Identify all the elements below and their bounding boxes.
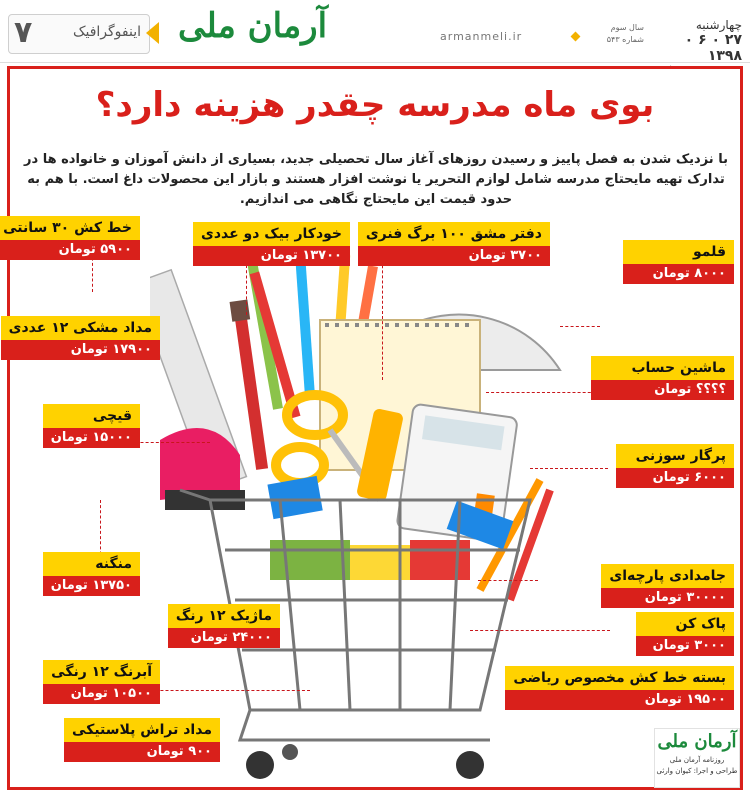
item-name: پاک کن [636,612,734,636]
item-pencil [1,316,160,360]
item-notebook [358,222,550,266]
connector-line [246,265,247,315]
item-watercolor [43,660,160,704]
issue-year: سال سوم [610,23,644,32]
arrow-icon [146,22,159,44]
connector-line [382,250,383,380]
item-name: منگنه [43,552,140,576]
item-name: مداد مشکی ۱۲ عددی [1,316,160,340]
connector-line [470,630,610,631]
footer-line-2: طراحی و اجرا: کیوان وارثی [656,767,738,775]
connector-line [486,392,606,393]
issue-number: شماره ۵۴۳ [606,35,644,44]
item-price: ۶۰۰۰ تومان [616,468,734,488]
footer-line-1: روزنامه آرمان ملی [669,756,725,764]
item-price: ۸۰۰۰ تومان [623,264,734,284]
item-markers [168,604,280,648]
item-sharpener [64,718,220,762]
paint-box-icon [270,540,470,580]
item-price: ۳۰۰۰ تومان [636,636,734,656]
cart-wheel-icon [282,744,298,760]
section-title: اینفوگرافیک [72,24,141,40]
item-calculator [591,356,734,400]
item-price: ۵۹۰۰ تومان [0,240,140,260]
item-name: ماژیک ۱۲ رنگ [168,604,280,628]
page-number: ۷ [14,15,33,50]
item-pencil-case [601,564,734,608]
item-compass [616,444,734,488]
item-name: خودکار بیک دو عددی [193,222,350,246]
intro-text: با نزدیک شدن به فصل پاییز و رسیدن روزهای آغاز سال تحصیلی جدید، بسیاری از دانش آموزان و خانواده ها در تدارک تهیه مایحتاج مدرسه شامل لوازم التحریر یا نوشت افزار هستند و بازار این محصولات داغ است. با هم به حدود قیمت این مایحتاج نگاهی می اندازیم. [24,152,728,207]
weekday: چهارشنبه [695,18,742,32]
item-name: قلمو [623,240,734,264]
diamond-icon [571,32,581,42]
item-name: مداد تراش پلاستیکی [64,718,220,742]
footer-credit [654,728,740,788]
item-eraser [636,612,734,656]
item-stapler [43,552,140,596]
item-price: ۳۰۰۰۰ تومان [601,588,734,608]
item-name: بسته خط کش مخصوص ریاضی [505,666,734,690]
site-url: armanmeli.ir [440,30,523,43]
item-math-rulers [505,666,734,710]
item-name: خط کش ۳۰ سانتی [0,216,140,240]
item-price: ۱۹۵۰۰ تومان [505,690,734,710]
connector-line [530,468,608,469]
item-brush [623,240,734,284]
page-title: بوی ماه مدرسه چقدر هزینه دارد؟ [95,85,655,125]
newspaper-header [0,0,750,63]
item-scissors [43,404,140,448]
newspaper-logo: آرمان ملی [178,6,328,46]
issue-info [596,22,644,46]
item-price: ۹۰۰ تومان [64,742,220,762]
item-price: ۱۷۹۰۰ تومان [1,340,160,360]
item-pen [193,222,350,266]
connector-line [560,326,600,327]
date-solar: ۲۷ ۰ ۶ ۰ ۱۳۹۸ [684,32,742,64]
item-name: قیچی [43,404,140,428]
item-price: ۳۷۰۰ تومان [358,246,550,266]
item-name: جامدادی پارچه‌ای [601,564,734,588]
footer-logo: آرمان ملی [657,731,737,752]
item-name: پرگار سوزنی [616,444,734,468]
cart-wheel-icon [246,751,274,779]
item-name: ماشین حساب [591,356,734,380]
item-price: ۱۰۵۰۰ تومان [43,684,160,704]
shopping-cart-illustration [150,240,570,795]
item-name: دفتر مشق ۱۰۰ برگ فنری [358,222,550,246]
item-price: ۱۳۷۰۰ تومان [193,246,350,266]
cart-wheel-icon [456,751,484,779]
item-price: ۱۵۰۰۰ تومان [43,428,140,448]
connector-line [478,580,538,581]
item-name: آبرنگ ۱۲ رنگی [43,660,160,684]
item-ruler [0,216,140,260]
item-price: ۲۴۰۰۰ تومان [168,628,280,648]
item-price: ۱۳۷۵۰ تومان [43,576,140,596]
item-price: ؟؟؟؟ تومان [591,380,734,400]
